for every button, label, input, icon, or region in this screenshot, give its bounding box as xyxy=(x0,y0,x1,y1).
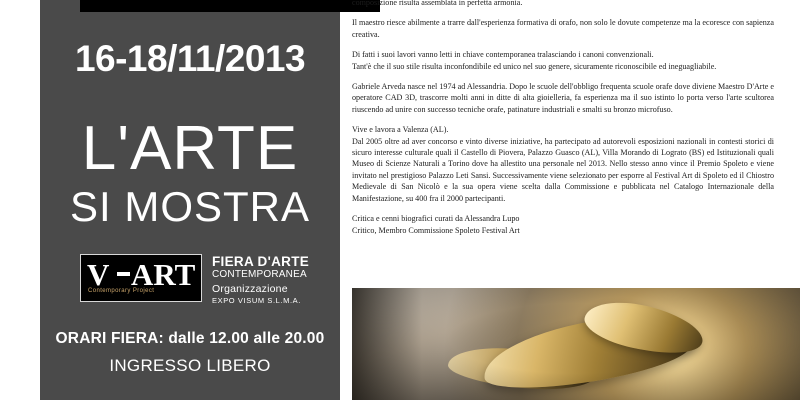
fair-name-line-1: FIERA D'ARTE xyxy=(212,254,310,269)
poster-title-line-2: SI MOSTRA xyxy=(69,183,311,230)
poster-content xyxy=(40,0,340,400)
left-margin xyxy=(0,0,40,400)
article-paragraph: Di fatti i suoi lavori vanno letti in chiave contemporanea tralasciando i canoni convenzionali. xyxy=(352,50,654,60)
photo-vignette xyxy=(352,288,800,400)
event-date: 16-18/11/2013 xyxy=(74,38,306,79)
article-paragraph: Il maestro riesce abilmente a trarre dall'esperienza formativa di orafo, non solo le dovute competenze ma la ecoresce con sapienza creativa. xyxy=(352,18,774,39)
fair-name-line-2: CONTEMPORANEA xyxy=(212,269,307,280)
bottom-left-margin xyxy=(0,386,40,400)
logo-subtitle: Contemporary Project xyxy=(88,288,155,294)
organizer-name: EXPO VISUM S.L.M.A. xyxy=(212,296,301,305)
vart-logo-block xyxy=(80,254,310,316)
article-credit-line: Critica e cenni biografici curati da Alessandra Lupo xyxy=(352,214,520,224)
free-entry-note: INGRESSO LIBERO xyxy=(109,356,271,375)
logo-letter-v: V xyxy=(87,257,110,292)
article-paragraph: Gabriele Arveda nasce nel 1974 ad Alessandria. Dopo le scuole dell'obbligo frequenta scuole orafe dove diviene Maestro D'Arte e operatore CAD 3D, trascorre molti anni in ditte di alta gioielleria, fa esperienza ma il suo istinto lo porta verso l'arte scultorea riuscendo ad unire con successo tecniche orafe, patinature industriali e smalti su bronzo microfuso. xyxy=(352,82,774,114)
logo-word-art: ART xyxy=(131,257,196,292)
article-paragraph: Dal 2005 oltre ad aver concorso e vinto diverse iniziative, ha partecipato ad autorevoli esposizioni nazionali in contesti storici di sicuro interesse culturale quali il Castello di Piovera, Palazzo Guasco (AL), Villa Morando di Lograto (BS) ed Istituzionali quali Museo di Scienze Naturali a Torino dove ha allestito una personale nel 2013. Nello stesso anno vince il Premio Spoleto e viene invitato nel prestigioso Palazzo Leti Sansi. Successivamente viene selezionato per esporre al Festival Art di Spoleto ed il Chiostro Medievale di San Nicolò e la sua opera viene scelta dalla Commissione e pubblicata nel Catalogo Internazionale della Manifestazione, su 400 fra il 2000 partecipanti. xyxy=(352,136,774,203)
fair-info-block xyxy=(212,254,322,306)
poster-title-line-1: L'ARTE xyxy=(81,114,299,183)
article-credit-role: Critico, Membro Commissione Spoleto Festival Art xyxy=(352,225,520,235)
fair-hours: ORARI FIERA: dalle 12.00 alle 20.00 xyxy=(55,330,325,347)
article-paragraph: composizione risulta assemblata in perfetta armonia. xyxy=(352,0,523,7)
organizer-label: Organizzazione xyxy=(212,283,288,295)
golden-sculpture-photo xyxy=(352,288,800,400)
logo-dash-icon xyxy=(117,272,130,276)
event-poster-panel xyxy=(40,0,340,400)
article-paragraph: Vive e lavora a Valenza (AL). xyxy=(352,125,449,135)
article-paragraph: Tant'è che il suo stile risulta inconfondibile ed unico nel suo genere, sicuramente riconoscibile ed ineguagliabile. xyxy=(352,61,717,71)
vart-logo-mark xyxy=(80,254,202,302)
